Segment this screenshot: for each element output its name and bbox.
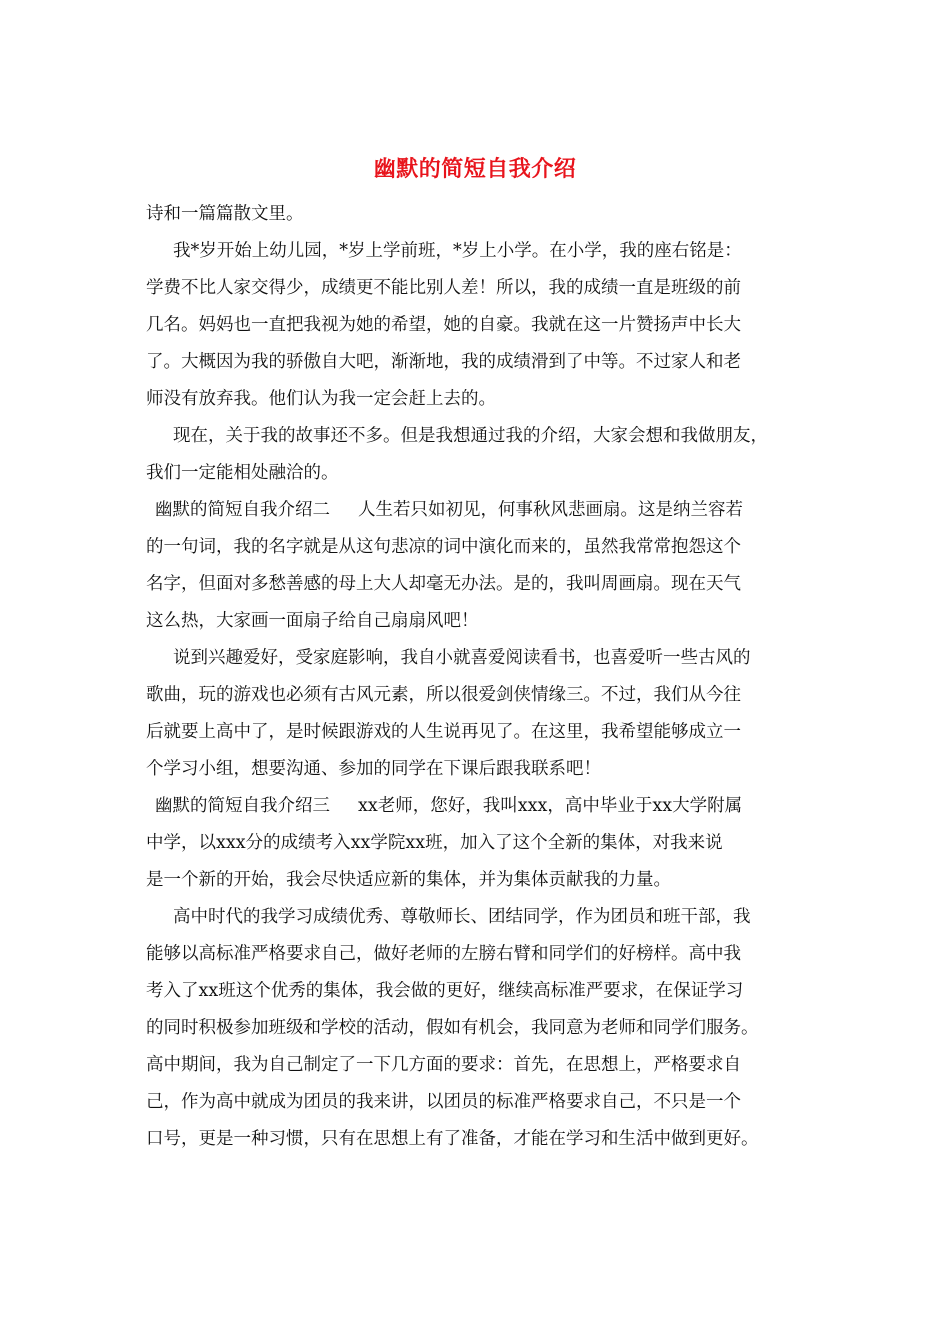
- text-line: [146, 418, 816, 455]
- text-line: 名字，但面对多愁善感的母上大人却毫无办法。是的，我叫周画扇。现在天气: [146, 574, 741, 594]
- text-line: 我们一定能相处融洽的。: [146, 463, 339, 483]
- text-line: [146, 899, 816, 936]
- text-line: [146, 640, 816, 677]
- text-line: 能够以高标准严格要求自己，做好老师的左膀右臂和同学们的好榜样。高中我: [146, 944, 741, 964]
- text-line-content: 现在，关于我的故事还不多。但是我想通过我的介绍，大家会想和我做朋友，: [173, 426, 768, 446]
- text-line-content: 人生若只如初见，何事秋风悲画扇。这是纳兰容若: [358, 500, 743, 520]
- text-line: 是一个新的开始，我会尽快适应新的集体，并为集体贡献我的力量。: [146, 870, 671, 890]
- text-line: 口号，更是一种习惯，只有在思想上有了准备，才能在学习和生活中做到更好。: [146, 1129, 759, 1149]
- text-line: 的同时积极参加班级和学校的活动，假如有机会，我同意为老师和同学们服务。: [146, 1018, 759, 1038]
- section-heading: 幽默的简短自我介绍三: [155, 796, 330, 816]
- text-line: 高中期间，我为自己制定了一下几方面的要求：首先，在思想上，严格要求自: [146, 1055, 741, 1075]
- text-line-content: 我*岁开始上幼儿园，*岁上学前班，*岁上小学。在小学，我的座右铭是：: [173, 241, 742, 261]
- text-line-content: 高中时代的我学习成绩优秀、尊敬师长、团结同学，作为团员和班干部，我: [173, 907, 751, 927]
- text-line: 诗和一篇篇散文里。: [146, 204, 304, 224]
- section-heading-line: [146, 788, 816, 825]
- text-line: 后就要上高中了，是时候跟游戏的人生说再见了。在这里，我希望能够成立一: [146, 722, 741, 742]
- section-heading: 幽默的简短自我介绍二: [155, 500, 330, 520]
- text-line-content: xx老师，您好，我叫xxx，高中毕业于xx大学附属: [358, 796, 743, 816]
- text-line: 的一句词，我的名字就是从这句悲凉的词中演化而来的，虽然我常常抱怨这个: [146, 537, 741, 557]
- text-line: 考入了xx班这个优秀的集体，我会做的更好，继续高标准严要求，在保证学习: [146, 981, 744, 1001]
- text-line: 师没有放弃我。他们认为我一定会赶上去的。: [146, 389, 496, 409]
- text-line-content: 说到兴趣爱好，受家庭影响，我自小就喜爱阅读看书，也喜爱听一些古风的: [173, 648, 751, 668]
- text-line: [146, 233, 816, 270]
- text-line: 这么热，大家画一面扇子给自己扇扇风吧！: [146, 611, 479, 631]
- text-line: 几名。妈妈也一直把我视为她的希望，她的自豪。我就在这一片赞扬声中长大: [146, 315, 741, 335]
- text-line: 中学，以xxx分的成绩考入xx学院xx班，加入了这个全新的集体，对我来说: [146, 833, 723, 853]
- text-line: 己，作为高中就成为团员的我来讲，以团员的标准严格要求自己，不只是一个: [146, 1092, 741, 1112]
- text-line: 了。大概因为我的骄傲自大吧，渐渐地，我的成绩滑到了中等。不过家人和老: [146, 352, 741, 372]
- document-title: 幽默的简短自我介绍: [373, 156, 577, 182]
- section-heading-line: [146, 492, 816, 529]
- document-body: [146, 196, 816, 1158]
- text-line: 个学习小组，想要沟通、参加的同学在下课后跟我联系吧！: [146, 759, 601, 779]
- text-line: 歌曲，玩的游戏也必须有古风元素，所以很爱剑侠情缘三。不过，我们从今往: [146, 685, 741, 705]
- text-line: 学费不比人家交得少，成绩更不能比别人差！所以，我的成绩一直是班级的前: [146, 278, 741, 298]
